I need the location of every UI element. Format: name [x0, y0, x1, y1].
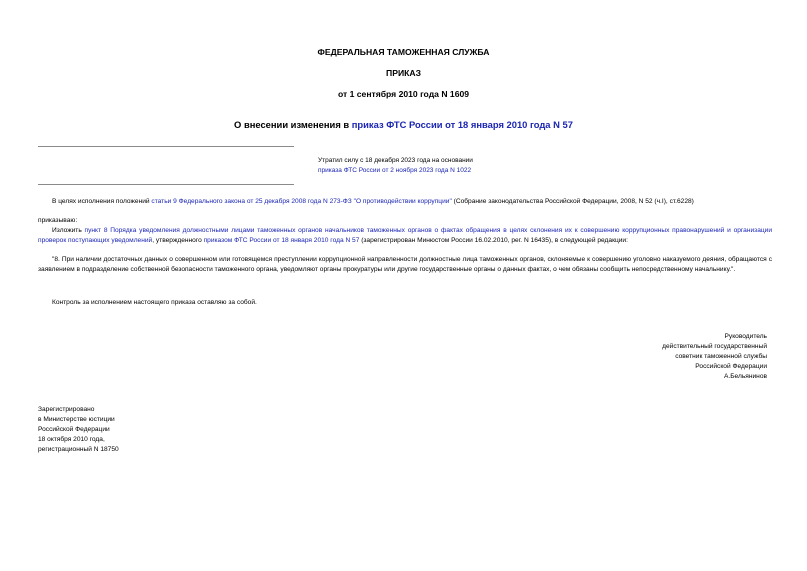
- amendment-text-end: (зарегистрирован Минюстом России 16.02.2010, рег. N 16435), в следующей редакции:: [359, 236, 628, 244]
- preamble-text-start: В целях исполнения положений: [52, 198, 152, 205]
- signature-line: Российской Федерации: [695, 363, 767, 370]
- agency-heading: ФЕДЕРАЛЬНАЯ ТАМОЖЕННАЯ СЛУЖБА: [317, 47, 490, 57]
- preamble-text-end: (Собрание законодательства Российской Федерации, 2008, N 52 (ч.I), ст.6228): [451, 198, 694, 205]
- fcs-order-link[interactable]: приказом ФТС России от 18 января 2010 года N 57: [203, 236, 360, 244]
- signature-line: А.Бельянинов: [724, 373, 767, 380]
- document-type-heading: ПРИКАЗ: [386, 68, 421, 78]
- amendment-paragraph: [38, 226, 772, 245]
- preamble-paragraph: [38, 197, 772, 207]
- bottom-divider: [38, 184, 294, 185]
- signature-line: действительный государственный: [662, 343, 767, 350]
- signature-line: советник таможенной службы: [675, 353, 767, 360]
- registration-line: 18 октября 2010 года,: [38, 436, 105, 443]
- title-amended-order-link[interactable]: приказ ФТС России от 18 января 2010 года N 57: [351, 119, 573, 130]
- top-divider: [38, 146, 294, 147]
- new-item-text: "8. При наличии достаточных данных о совершенном или готовящемся преступлении коррупционной направленности должностные лица таможенных органов, склоняемые к совершению уголовно наказуемого деяния, обращаются с заявлением в подразделение собственной безопасности таможенного органа, уведомляют органы прокуратуры или другие государственные органы о данных фактах, о чем обязаны сообщить непосредственному начальнику.".: [38, 256, 772, 273]
- status-note-text: Утратил силу с 18 декабря 2023 года на основании: [318, 157, 473, 164]
- signature-line: Руководитель: [724, 333, 767, 340]
- control-paragraph: Контроль за исполнением настоящего приказа оставляю за собой.: [52, 299, 257, 306]
- registration-block: [38, 405, 119, 455]
- signature-block: [662, 332, 767, 382]
- registration-line: регистрационный N 18750: [38, 446, 119, 453]
- amendment-text-start: Изложить: [52, 227, 85, 234]
- federal-law-link[interactable]: статьи 9 Федерального закона от 25 декабря 2008 года N 273-ФЗ "О противодействии коррупции": [151, 198, 452, 205]
- title-prefix: О внесении изменения в: [234, 119, 352, 130]
- order-word: приказываю:: [38, 217, 78, 224]
- document-title: [0, 119, 807, 130]
- status-note-repeal-link[interactable]: приказа ФТС России от 2 ноября 2023 года N 1022: [318, 167, 472, 174]
- registration-line: Зарегистрировано: [38, 406, 95, 413]
- registration-line: Российской Федерации: [38, 426, 110, 433]
- status-note: [318, 156, 473, 176]
- order-date-heading: от 1 сентября 2010 года N 1609: [337, 89, 470, 99]
- procedure-item-link[interactable]: пункт 8 Порядка уведомления должностными лицами таможенных органов начальников таможенных органов о фактах обращения в целях склонения их к совершению коррупционных правонарушений и организации проверок поступающих уведомлений: [38, 227, 772, 244]
- amendment-text-middle: , утвержденного: [152, 236, 204, 244]
- registration-line: в Министерстве юстиции: [38, 416, 115, 423]
